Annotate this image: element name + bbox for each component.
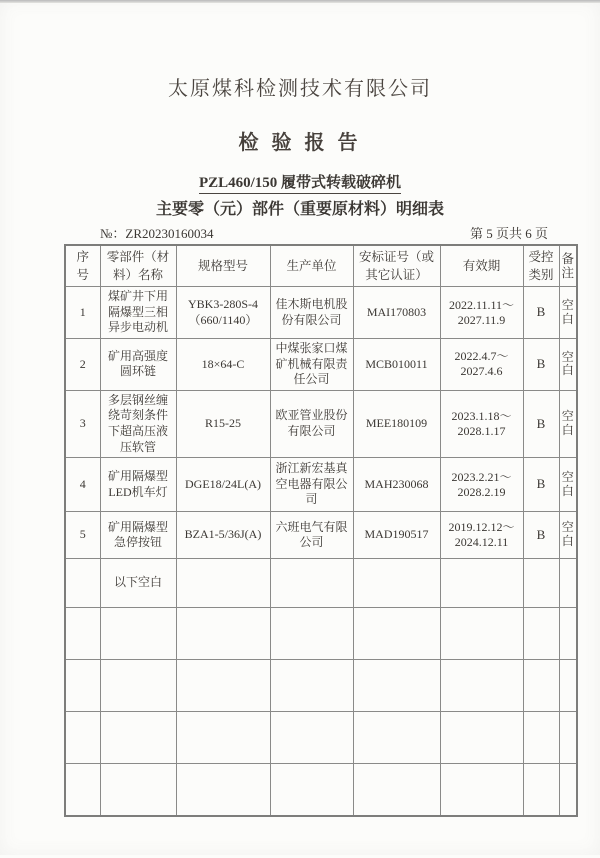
cell-cert <box>353 559 440 608</box>
cell-manufacturer: 浙江新宏基真空电器有限公司 <box>270 458 353 512</box>
cell-manufacturer <box>270 764 353 816</box>
cell-validity: 2019.12.12～ 2024.12.11 <box>440 512 523 559</box>
cell-control: B <box>523 390 559 457</box>
cell-model <box>176 559 270 608</box>
cell-validity <box>440 559 523 608</box>
cell-cert: MCB010011 <box>353 339 440 391</box>
cell-model <box>176 712 270 764</box>
cell-manufacturer <box>270 559 353 608</box>
cell-name: 多层钢丝缠绕苛刻条件下超高压液压软管 <box>100 390 176 457</box>
empty-row <box>65 712 577 764</box>
header-cell-cert: 安标证号（或 其它认证） <box>353 245 440 287</box>
table-row <box>65 339 577 391</box>
cell-remark <box>559 660 577 712</box>
report-title: 检 验 报 告 <box>238 132 362 154</box>
cell-model: 18×64-C <box>176 339 270 391</box>
table-title: 主要零（元）部件（重要原材料）明细表 <box>155 201 444 218</box>
header-cell-control: 受控 类别 <box>523 245 559 287</box>
cell-remark: 空白 <box>559 339 577 391</box>
cell-validity: 2023.1.18～ 2028.1.17 <box>440 390 523 457</box>
cell-name: 矿用高强度圆环链 <box>100 339 176 391</box>
scan-edge <box>0 0 600 3</box>
cell-manufacturer <box>270 608 353 660</box>
parts-table <box>64 244 578 817</box>
header-cell-validity: 有效期 <box>440 245 523 287</box>
header-cell-manufacturer: 生产单位 <box>270 245 353 287</box>
cell-model: YBK3-280S-4（660/1140） <box>176 287 270 339</box>
cell-control: B <box>523 339 559 391</box>
cell-cert: MAD190517 <box>353 512 440 559</box>
table-row <box>65 458 577 512</box>
cell-manufacturer <box>270 660 353 712</box>
cell-manufacturer: 佳木斯电机股份有限公司 <box>270 287 353 339</box>
cell-cert <box>353 608 440 660</box>
cell-model: R15-25 <box>176 390 270 457</box>
cell-model: DGE18/24L(A) <box>176 458 270 512</box>
meta-row <box>64 223 576 242</box>
page-indicator: 第 5 页共 6 页 <box>469 226 548 241</box>
cell-remark: 空白 <box>559 287 577 339</box>
cell-manufacturer: 中煤张家口煤矿机械有限责任公司 <box>270 339 353 391</box>
cell-control: B <box>523 512 559 559</box>
product-title-text: PZL460/150 履带式转载破碎机 <box>199 171 401 194</box>
cell-model: BZA1-5/36J(A) <box>176 512 270 559</box>
cell-control <box>523 712 559 764</box>
cell-name <box>100 712 176 764</box>
cell-remark <box>559 764 577 816</box>
cell-no: 3 <box>65 390 100 457</box>
cell-remark: 空白 <box>559 512 577 559</box>
cell-no: 5 <box>65 512 100 559</box>
cell-model <box>176 764 270 816</box>
cell-model <box>176 608 270 660</box>
cell-name: 矿用隔爆型LED机车灯 <box>100 458 176 512</box>
cell-name: 煤矿井下用隔爆型三相异步电动机 <box>100 287 176 339</box>
cell-model <box>176 660 270 712</box>
cell-manufacturer: 六班电气有限公司 <box>270 512 353 559</box>
cell-cert <box>353 712 440 764</box>
cell-control: B <box>523 287 559 339</box>
cell-validity <box>440 660 523 712</box>
cell-remark <box>559 712 577 764</box>
cell-remark: 空白 <box>559 390 577 457</box>
cell-validity: 2022.4.7～ 2027.4.6 <box>440 339 523 391</box>
table-header-row <box>65 245 577 287</box>
empty-row <box>65 764 577 816</box>
cell-validity: 2023.2.21～ 2028.2.19 <box>440 458 523 512</box>
table-row <box>65 512 577 559</box>
header-cell-model: 规格型号 <box>176 245 270 287</box>
below-blank-row <box>65 559 577 608</box>
table-body <box>65 287 577 816</box>
cell-cert: MAH230068 <box>353 458 440 512</box>
cell-name <box>100 764 176 816</box>
cell-validity <box>440 608 523 660</box>
cell-name: 以下空白 <box>100 559 176 608</box>
cell-no <box>65 559 100 608</box>
empty-row <box>65 608 577 660</box>
report-number <box>100 223 214 242</box>
cell-validity <box>440 764 523 816</box>
cell-validity: 2022.11.11～ 2027.11.9 <box>440 287 523 339</box>
cell-remark: 空白 <box>559 458 577 512</box>
report-number-label: №： <box>100 226 126 241</box>
cell-remark <box>559 559 577 608</box>
cell-no <box>65 608 100 660</box>
cell-no <box>65 660 100 712</box>
cell-manufacturer: 欧亚管业股份有限公司 <box>270 390 353 457</box>
table-row <box>65 287 577 339</box>
company-title: 太原煤科检测技术有限公司 <box>168 78 432 100</box>
cell-validity <box>440 712 523 764</box>
product-title <box>0 171 600 194</box>
header-cell-remark: 备 注 <box>559 245 577 287</box>
header-cell-name: 零部件（材 料）名称 <box>100 245 176 287</box>
cell-control <box>523 559 559 608</box>
cell-cert: MEE180109 <box>353 390 440 457</box>
cell-name: 矿用隔爆型急停按钮 <box>100 512 176 559</box>
report-number-value: ZR20230160034 <box>125 226 214 241</box>
cell-name <box>100 608 176 660</box>
cell-cert <box>353 660 440 712</box>
header-cell-no: 序 号 <box>65 245 100 287</box>
cell-control: B <box>523 458 559 512</box>
cell-no <box>65 764 100 816</box>
empty-row <box>65 660 577 712</box>
cell-name <box>100 660 176 712</box>
cell-no: 4 <box>65 458 100 512</box>
cell-manufacturer <box>270 712 353 764</box>
cell-cert <box>353 764 440 816</box>
cell-no: 1 <box>65 287 100 339</box>
cell-control <box>523 764 559 816</box>
cell-no <box>65 712 100 764</box>
cell-remark <box>559 608 577 660</box>
cell-control <box>523 608 559 660</box>
table-row <box>65 390 577 457</box>
cell-control <box>523 660 559 712</box>
cell-cert: MAI170803 <box>353 287 440 339</box>
cell-no: 2 <box>65 339 100 391</box>
